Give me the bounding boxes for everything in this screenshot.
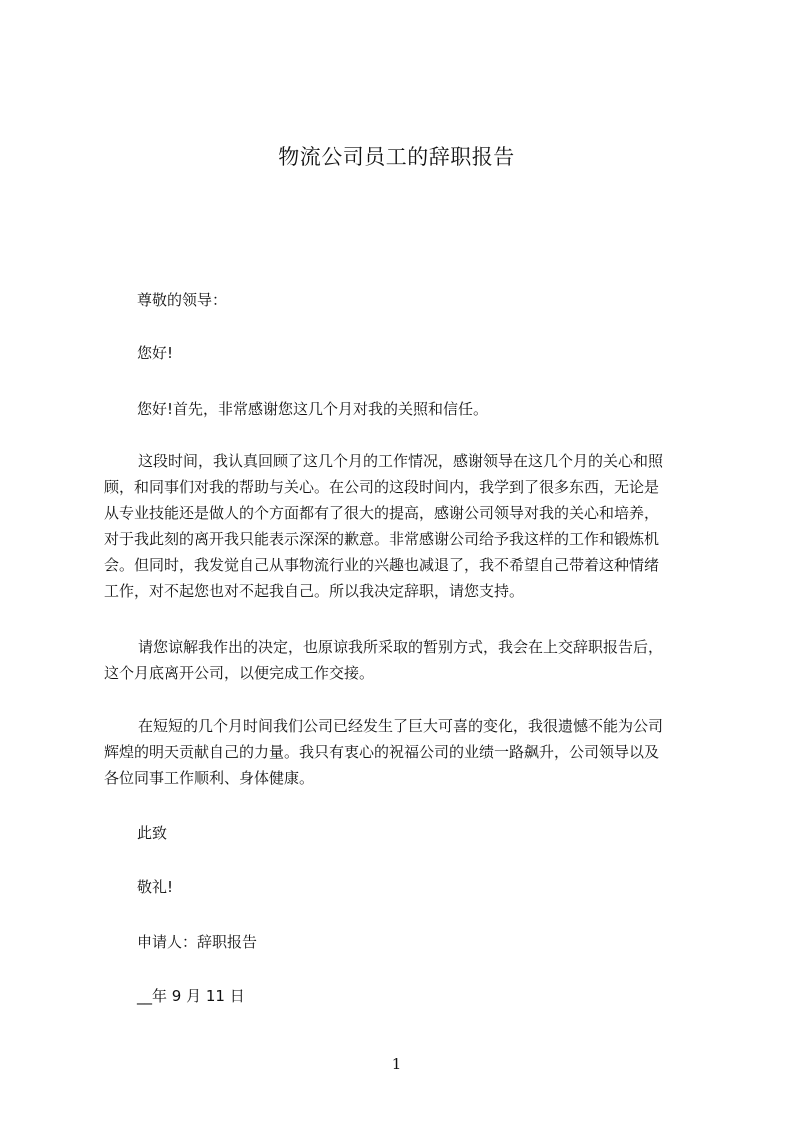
greeting: 您好! bbox=[137, 344, 174, 362]
date-line: __年 9 月 11 日 bbox=[137, 987, 245, 1005]
intro-paragraph: 您好!首先，非常感谢您这几个月对我的关照和信任。 bbox=[137, 400, 489, 418]
paragraph-line: 会。但同时，我发觉自己从事物流行业的兴趣也减退了，我不希望自己带着这种情绪 bbox=[104, 556, 660, 574]
paragraph-line: 这段时间，我认真回顾了这几个月的工作情况，感谢领导在这几个月的关心和照 bbox=[138, 452, 664, 470]
paragraph-line: 工作，对不起您也对不起我自己。所以我决定辞职，请您支持。 bbox=[104, 582, 525, 600]
closing-line-2: 敬礼! bbox=[137, 878, 174, 896]
paragraph-line: 在短短的几个月时间我们公司已经发生了巨大可喜的变化，我很遗憾不能为公司 bbox=[138, 717, 664, 735]
paragraph-line: 请您谅解我作出的决定，也原谅我所采取的暂别方式，我会在上交辞职报告后， bbox=[138, 638, 664, 656]
closing-line-1: 此致 bbox=[137, 824, 168, 842]
paragraph-gratitude bbox=[104, 448, 700, 604]
paragraph-line: 从专业技能还是做人的个方面都有了很大的提高，感谢公司领导对我的关心和培养， bbox=[104, 504, 660, 522]
salutation: 尊敬的领导： bbox=[137, 291, 228, 309]
page-number: 1 bbox=[391, 1055, 402, 1073]
document-title: 物流公司员工的辞职报告 bbox=[278, 145, 515, 169]
paragraph-line: 各位同事工作顺利、身体健康。 bbox=[104, 769, 315, 787]
paragraph-wishes bbox=[104, 713, 700, 791]
paragraph-understanding bbox=[104, 634, 700, 686]
paragraph-line: 这个月底离开公司，以便完成工作交接。 bbox=[104, 664, 375, 682]
paragraph-line: 顾，和同事们对我的帮助与关心。在公司的这段时间内，我学到了很多东西，无论是 bbox=[104, 478, 660, 496]
paragraph-line: 对于我此刻的离开我只能表示深深的歉意。非常感谢公司给予我这样的工作和锻炼机 bbox=[104, 530, 660, 548]
applicant-line: 申请人：辞职报告 bbox=[137, 933, 258, 951]
paragraph-line: 辉煌的明天贡献自己的力量。我只有衷心的祝福公司的业绩一路飙升，公司领导以及 bbox=[104, 743, 660, 761]
